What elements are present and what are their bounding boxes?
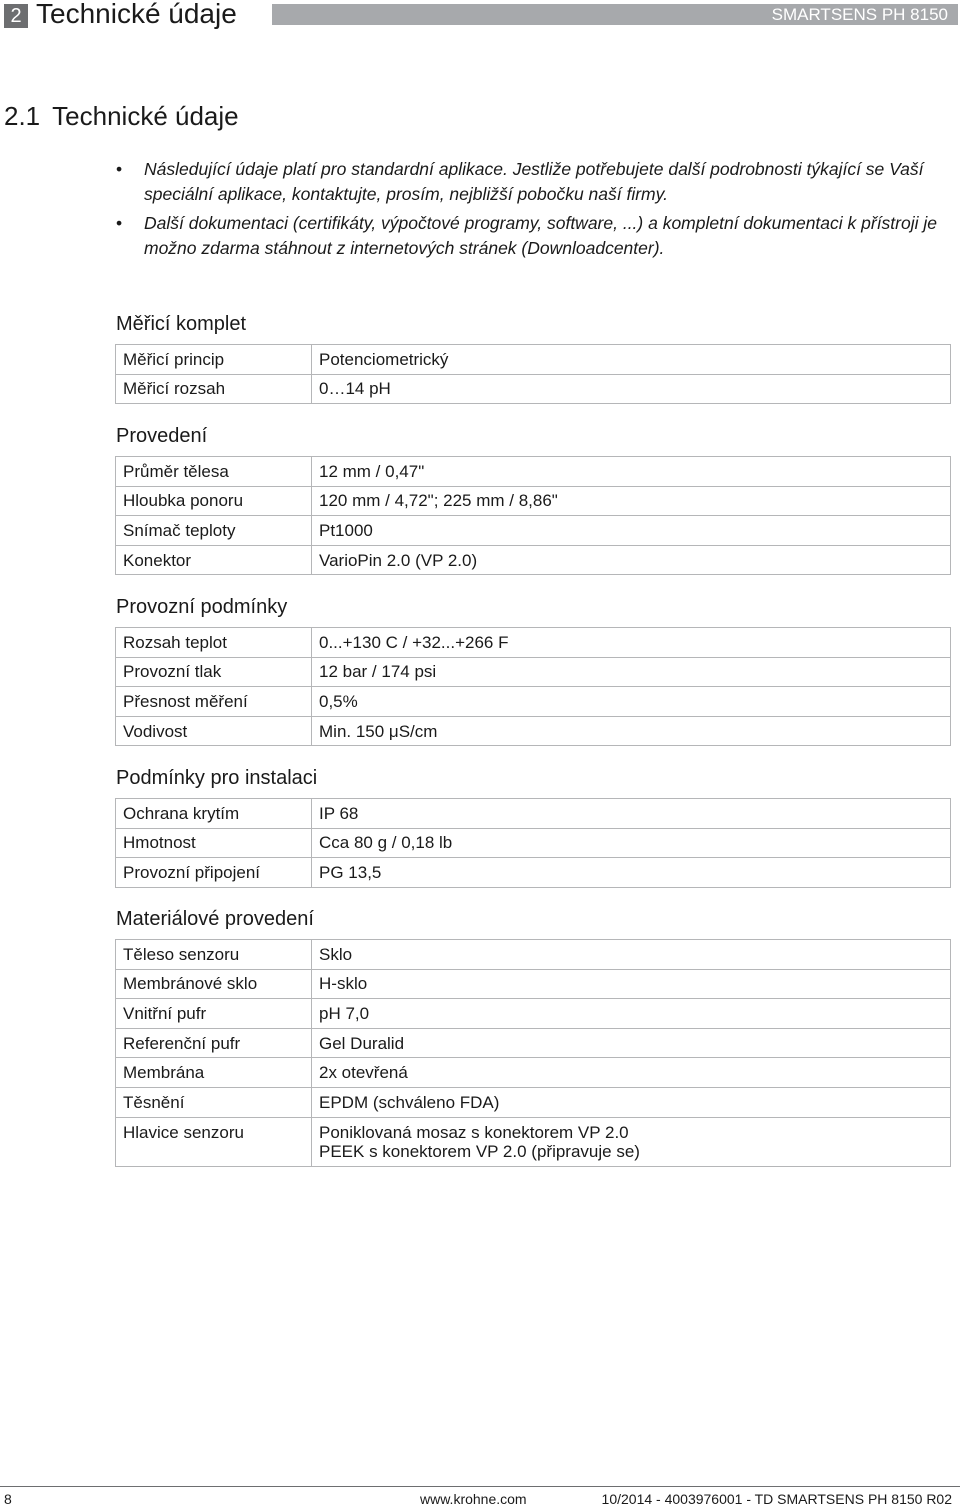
table-row — [116, 457, 951, 487]
section-number: 2.1 — [4, 101, 41, 131]
table-row — [116, 799, 951, 829]
bullet-text: Další dokumentaci (certifikáty, výpočtové programy, software, ...) a kompletní dokumentaci k přístroji je možno zdarma stáhnout z internetových stránek (Downloadcenter). — [144, 213, 937, 258]
spec-value: 0,5% — [312, 687, 951, 717]
table-row — [116, 545, 951, 575]
spec-key: Měřicí rozsah — [116, 374, 312, 404]
table-row — [116, 486, 951, 516]
bullet-icon: • — [116, 159, 123, 179]
spec-key: Měřicí princip — [116, 345, 312, 375]
spec-key: Přesnost měření — [116, 687, 312, 717]
table-row — [116, 969, 951, 999]
page-header — [0, 0, 960, 30]
spec-key: Hlavice senzoru — [116, 1117, 312, 1166]
table-row — [116, 687, 951, 717]
spec-value-line: Poniklovaná mosaz s konektorem VP 2.0 — [319, 1122, 629, 1142]
table-row — [116, 1058, 951, 1088]
spec-table-materials — [115, 939, 951, 1167]
spec-key: Ochrana krytím — [116, 799, 312, 829]
spec-key: Hloubka ponoru — [116, 486, 312, 516]
spec-value: Min. 150 μS/cm — [312, 716, 951, 746]
spec-key: Snímač teploty — [116, 516, 312, 546]
spec-value: Cca 80 g / 0,18 lb — [312, 828, 951, 858]
section-title — [4, 101, 239, 132]
spec-key: Hmotnost — [116, 828, 312, 858]
table-row — [116, 828, 951, 858]
spec-value: Sklo — [312, 940, 951, 970]
spec-key: Membrána — [116, 1058, 312, 1088]
block-title-design: Provedení — [116, 425, 208, 447]
block-title-operating-conditions: Provozní podmínky — [116, 596, 288, 618]
spec-table-installation-conditions — [115, 798, 951, 888]
table-row — [116, 858, 951, 888]
spec-value: 12 mm / 0,47" — [312, 457, 951, 487]
spec-value: PG 13,5 — [312, 858, 951, 888]
table-row — [116, 374, 951, 404]
spec-value: 0...+130 C / +32...+266 F — [312, 628, 951, 658]
table-row — [116, 716, 951, 746]
header-bar — [272, 4, 958, 25]
spec-key: Průměr tělesa — [116, 457, 312, 487]
intro-bullets — [116, 157, 956, 265]
spec-key: Těsnění — [116, 1087, 312, 1117]
bullet-item — [116, 211, 956, 260]
spec-table-design — [115, 456, 951, 575]
bullet-icon: • — [116, 213, 123, 233]
bullet-text: Následující údaje platí pro standardní aplikace. Jestliže potřebujete další podrobnosti týkající se Vaší speciální aplikace, kontaktujte, prosím, nejbližší pobočku naší firmy. — [144, 159, 924, 204]
spec-value: H-sklo — [312, 969, 951, 999]
spec-key: Membránové sklo — [116, 969, 312, 999]
chapter-title: Technické údaje — [36, 0, 237, 29]
table-row — [116, 628, 951, 658]
block-title-measuring-set: Měřicí komplet — [116, 313, 247, 335]
table-row — [116, 657, 951, 687]
spec-key: Konektor — [116, 545, 312, 575]
spec-value: pH 7,0 — [312, 999, 951, 1029]
spec-key: Referenční pufr — [116, 1028, 312, 1058]
bullet-item — [116, 157, 956, 206]
spec-value: 2x otevřená — [312, 1058, 951, 1088]
spec-value: VarioPin 2.0 (VP 2.0) — [312, 545, 951, 575]
spec-table-measuring-set — [115, 344, 951, 404]
block-title-installation-conditions: Podmínky pro instalaci — [116, 767, 318, 789]
block-title-materials: Materiálové provedení — [116, 908, 314, 930]
spec-key: Těleso senzoru — [116, 940, 312, 970]
table-row — [116, 345, 951, 375]
table-row — [116, 1028, 951, 1058]
spec-key: Provozní připojení — [116, 858, 312, 888]
spec-value: Gel Duralid — [312, 1028, 951, 1058]
table-row — [116, 1117, 951, 1166]
footer-divider — [0, 1486, 960, 1487]
page-number: 8 — [4, 1491, 12, 1507]
spec-value-line: PEEK s konektorem VP 2.0 (připravuje se) — [319, 1141, 640, 1161]
footer-website: www.krohne.com — [420, 1491, 527, 1507]
footer-doc-ref: 10/2014 - 4003976001 - TD SMARTSENS PH 8150 R02 — [601, 1491, 952, 1507]
table-row — [116, 999, 951, 1029]
spec-value — [312, 1117, 951, 1166]
spec-value: Pt1000 — [312, 516, 951, 546]
table-row — [116, 1087, 951, 1117]
spec-value: 0…14 pH — [312, 374, 951, 404]
table-row — [116, 516, 951, 546]
table-row — [116, 940, 951, 970]
spec-key: Provozní tlak — [116, 657, 312, 687]
spec-key: Vnitřní pufr — [116, 999, 312, 1029]
product-name: SMARTSENS PH 8150 — [771, 5, 948, 24]
spec-value: IP 68 — [312, 799, 951, 829]
section-title-text: Technické údaje — [52, 101, 239, 131]
spec-key: Rozsah teplot — [116, 628, 312, 658]
chapter-number: 2 — [4, 4, 28, 28]
spec-value: 120 mm / 4,72"; 225 mm / 8,86" — [312, 486, 951, 516]
spec-table-operating-conditions — [115, 627, 951, 746]
spec-key: Vodivost — [116, 716, 312, 746]
spec-value: EPDM (schváleno FDA) — [312, 1087, 951, 1117]
spec-value: 12 bar / 174 psi — [312, 657, 951, 687]
spec-value: Potenciometrický — [312, 345, 951, 375]
